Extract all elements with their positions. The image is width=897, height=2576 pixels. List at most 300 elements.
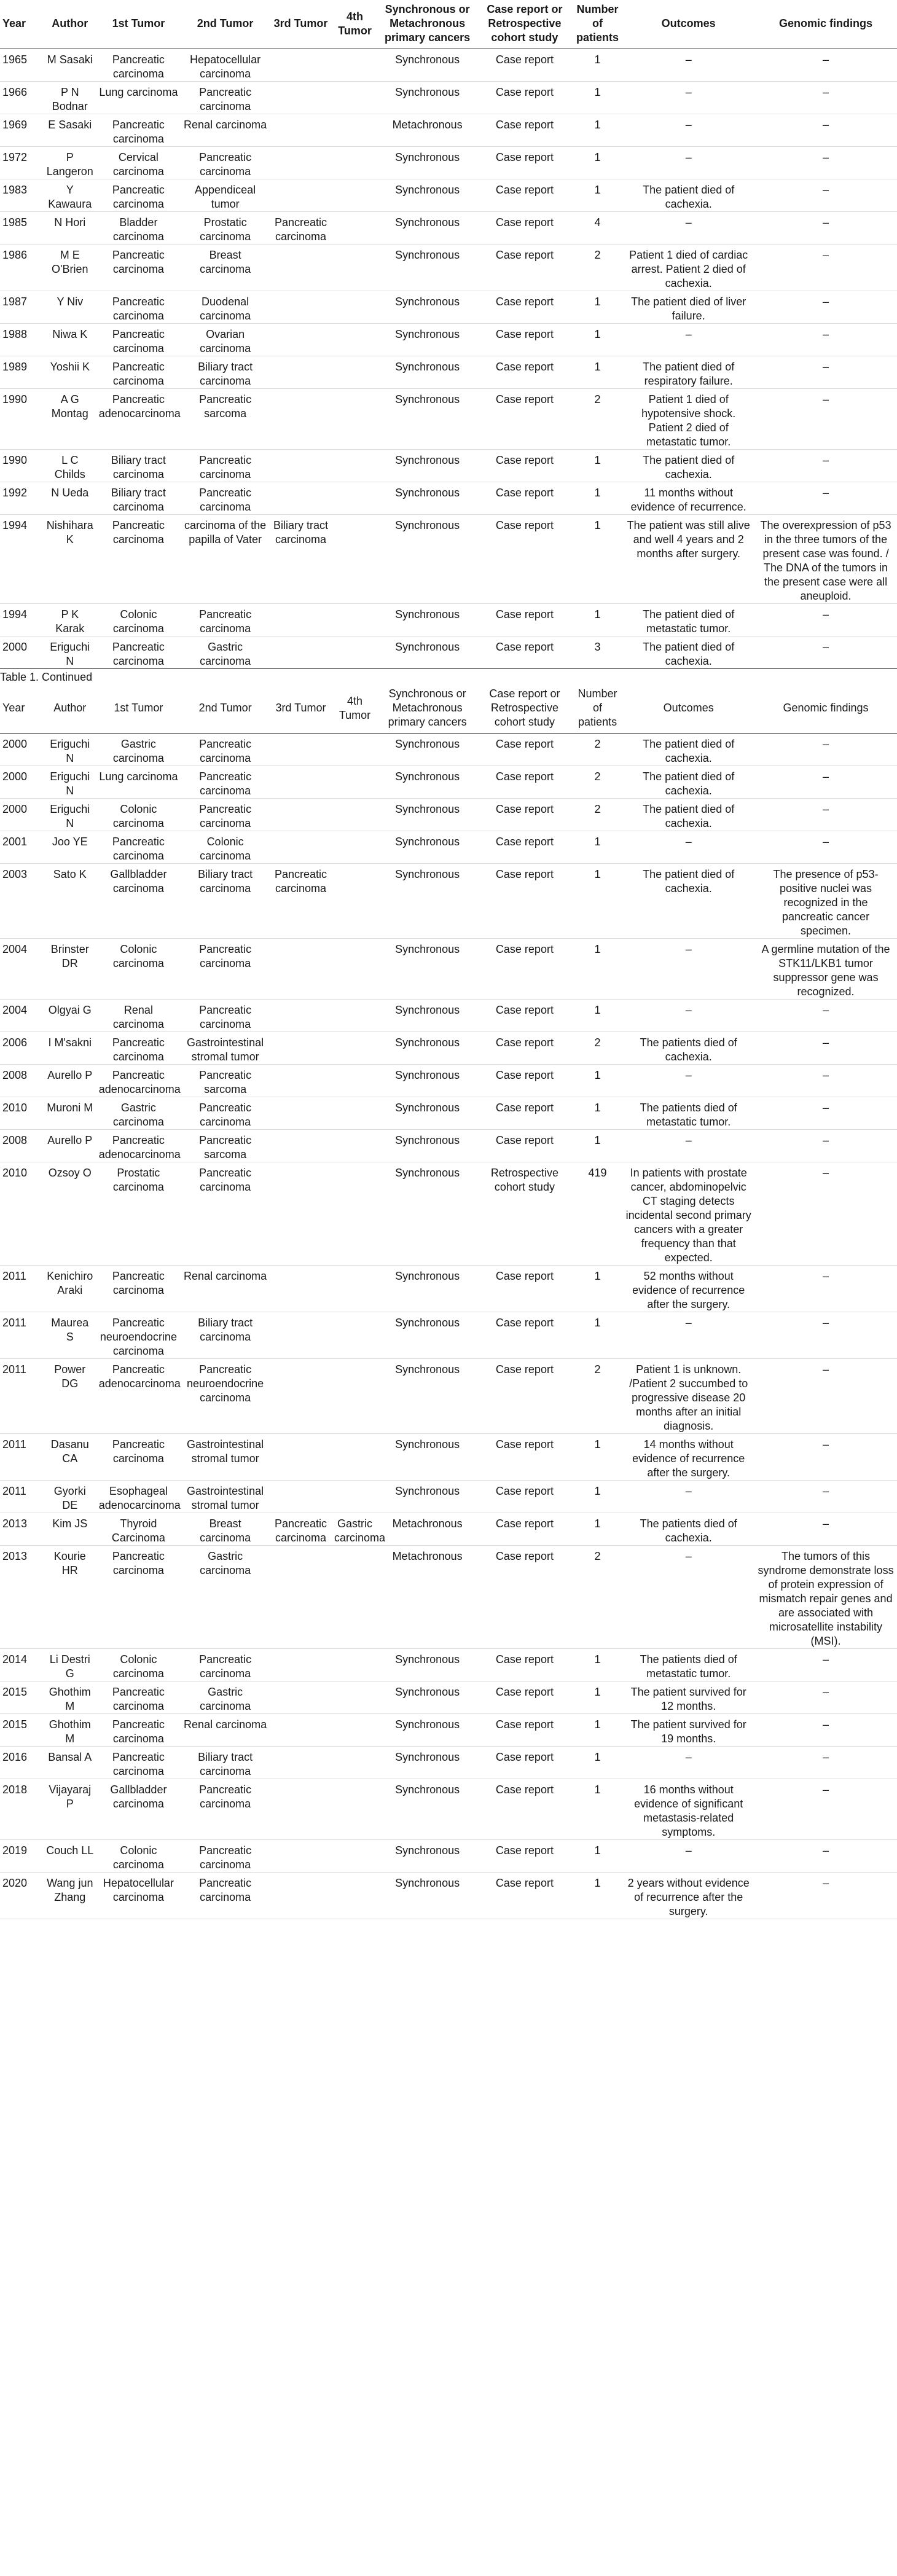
cell-fourth-tumor: [332, 291, 378, 324]
table-row: [0, 1434, 897, 1481]
cell-year: 2004: [2, 943, 28, 955]
cell-author: Li Destri G: [49, 1653, 90, 1680]
cell-third-tumor: [270, 1840, 332, 1873]
cell-num-patients: 1: [594, 836, 601, 848]
cell-outcomes: 11 months without evidence of recurrence.: [630, 487, 746, 513]
cell-outcomes: The patient died of cachexia.: [643, 770, 735, 797]
cell-outcomes: The patients died of metastatic tumor.: [640, 1102, 737, 1128]
cell-third-tumor: [270, 799, 332, 831]
cell-second-tumor: Pancreatic carcinoma: [199, 803, 252, 829]
cell-third-tumor: [270, 1065, 332, 1097]
cell-first-tumor: Pancreatic carcinoma: [112, 836, 165, 862]
cell-genomic-findings: –: [823, 770, 829, 783]
cell-second-tumor: Pancreatic carcinoma: [199, 454, 252, 480]
cell-second-tumor: carcinoma of the papilla of Vater: [184, 519, 267, 546]
cell-fourth-tumor: [332, 245, 378, 291]
cell-author: Ozsoy O: [48, 1167, 92, 1179]
cell-num-patients: 1: [594, 1751, 601, 1763]
cell-sync-metachronous: Synchronous: [395, 454, 460, 466]
cell-fourth-tumor: [332, 179, 378, 212]
table-row: [0, 1359, 897, 1434]
cell-sync-metachronous: Synchronous: [395, 86, 460, 98]
cell-third-tumor: [270, 1266, 332, 1312]
cell-third-tumor: [270, 1097, 332, 1130]
header-study-type: Case report or Retrospective cohort study: [487, 3, 563, 44]
cell-fourth-tumor: [332, 1032, 378, 1065]
cell-genomic-findings: –: [823, 151, 829, 163]
cell-study-type: Case report: [495, 454, 554, 466]
cell-sync-metachronous: Synchronous: [395, 836, 460, 848]
cell-study-type: Case report: [495, 86, 554, 98]
cell-num-patients: 1: [594, 1134, 601, 1146]
cell-first-tumor: Pancreatic adenocarcinoma: [98, 1134, 181, 1161]
cell-num-patients: 1: [594, 519, 601, 531]
cell-author: Eriguchi N: [50, 738, 90, 764]
cell-genomic-findings: –: [823, 454, 829, 466]
cell-num-patients: 2: [594, 1550, 601, 1562]
cell-second-tumor: Renal carcinoma: [184, 1718, 267, 1731]
cell-genomic-findings: –: [823, 1004, 829, 1016]
cell-third-tumor: [270, 1681, 332, 1714]
cell-second-tumor: Pancreatic carcinoma: [199, 1877, 252, 1903]
cell-fourth-tumor: [332, 482, 378, 515]
cell-outcomes: The patient died of liver failure.: [631, 296, 746, 322]
table-row: [0, 82, 897, 114]
cell-num-patients: 1: [594, 1653, 601, 1666]
cell-genomic-findings: –: [823, 393, 829, 405]
cell-third-tumor: [270, 291, 332, 324]
cell-sync-metachronous: Synchronous: [395, 249, 460, 261]
cell-num-patients: 1: [594, 943, 601, 955]
cell-author: Ghothim M: [49, 1686, 91, 1712]
cell-genomic-findings: –: [823, 1751, 829, 1763]
cell-first-tumor: Pancreatic carcinoma: [112, 519, 165, 546]
table-row: [0, 212, 897, 245]
cell-genomic-findings: –: [823, 53, 829, 66]
cell-study-type: Case report: [495, 1844, 554, 1857]
cell-outcomes: The patient died of cachexia.: [643, 868, 735, 895]
cell-year: 2011: [2, 1485, 26, 1497]
cell-study-type: Case report: [495, 184, 554, 196]
cell-first-tumor: Pancreatic neuroendocrine carcinoma: [100, 1317, 177, 1357]
cell-author: Eriguchi N: [50, 803, 90, 829]
cell-first-tumor: Pancreatic adenocarcinoma: [98, 1069, 181, 1095]
cell-outcomes: 14 months without evidence of recurrence after the surgery.: [632, 1438, 745, 1479]
cell-third-tumor: [270, 1546, 332, 1649]
cell-author: Power DG: [54, 1363, 86, 1390]
cell-num-patients: 1: [594, 1485, 601, 1497]
header-year: Year: [2, 702, 25, 714]
cell-second-tumor: Pancreatic carcinoma: [199, 1102, 252, 1128]
cell-fourth-tumor: [332, 114, 378, 147]
cell-genomic-findings: –: [823, 1036, 829, 1049]
header-second-tumor: 2nd Tumor: [198, 702, 252, 714]
cell-third-tumor: [270, 604, 332, 636]
cell-fourth-tumor: [332, 324, 378, 356]
cell-year: 2011: [2, 1270, 26, 1282]
cell-sync-metachronous: Synchronous: [395, 1844, 460, 1857]
cell-study-type: Case report: [495, 803, 554, 815]
cell-study-type: Case report: [495, 868, 554, 880]
cell-sync-metachronous: Synchronous: [395, 1653, 460, 1666]
table-row: [0, 1747, 897, 1779]
cell-year: 1983: [2, 184, 28, 196]
cell-author: Wang jun Zhang: [47, 1877, 93, 1903]
header-second-tumor: 2nd Tumor: [197, 17, 254, 29]
cell-sync-metachronous: Synchronous: [395, 608, 460, 621]
cell-num-patients: 2: [594, 1363, 601, 1376]
cell-genomic-findings: –: [823, 249, 829, 261]
cell-third-tumor: [270, 147, 332, 179]
table-row: [0, 1130, 897, 1162]
cell-first-tumor: Renal carcinoma: [112, 1004, 164, 1030]
cell-year: 2000: [2, 803, 28, 815]
cell-year: 2010: [2, 1167, 28, 1179]
header-author: Author: [53, 702, 87, 714]
table-row: [0, 1840, 897, 1873]
cell-third-tumor: [270, 1747, 332, 1779]
cell-fourth-tumor: [332, 1873, 378, 1919]
cell-second-tumor: Prostatic carcinoma: [200, 216, 251, 243]
cell-third-tumor: [270, 1434, 332, 1481]
cell-outcomes: –: [685, 1317, 692, 1329]
cell-author: Kenichiro Araki: [47, 1270, 93, 1296]
cell-third-tumor: [270, 49, 332, 82]
cell-study-type: Case report: [495, 1069, 554, 1081]
cell-study-type: Case report: [495, 1004, 554, 1016]
cell-author: I M'sakni: [48, 1036, 92, 1049]
cell-fourth-tumor: [332, 1162, 378, 1266]
cell-num-patients: 1: [594, 1102, 601, 1114]
table-row: [0, 1481, 897, 1513]
header-num-patients: Number of patients: [578, 687, 617, 728]
cell-year: 1965: [2, 53, 28, 66]
cell-genomic-findings: –: [823, 361, 829, 373]
cell-year: 2013: [2, 1517, 28, 1530]
cell-outcomes: The patients died of metastatic tumor.: [640, 1653, 737, 1680]
cell-year: 2015: [2, 1686, 28, 1698]
cell-study-type: Case report: [495, 1751, 554, 1763]
table-row: [0, 245, 897, 291]
cell-study-type: Case report: [495, 1686, 554, 1698]
cell-year: 1972: [2, 151, 28, 163]
cell-first-tumor: Biliary tract carcinoma: [111, 487, 166, 513]
cell-fourth-tumor: [332, 212, 378, 245]
cell-year: 1994: [2, 608, 28, 621]
cell-first-tumor: Pancreatic carcinoma: [112, 53, 165, 80]
table-row: [0, 1779, 897, 1840]
cell-fourth-tumor: [332, 1840, 378, 1873]
table-row: [0, 324, 897, 356]
cell-author: Sato K: [53, 868, 87, 880]
cell-second-tumor: Breast carcinoma: [200, 1517, 251, 1544]
cell-genomic-findings: The overexpression of p53 in the three tumors of the present case was found. / The DNA of the tumors in the present case were all aneuploid.: [760, 519, 891, 602]
cell-author: Vijayaraj P: [49, 1783, 92, 1810]
cell-study-type: Case report: [495, 836, 554, 848]
cell-outcomes: The patient died of respiratory failure.: [643, 361, 735, 387]
cell-outcomes: The patient survived for 19 months.: [630, 1718, 746, 1745]
cell-first-tumor: Pancreatic carcinoma: [112, 1438, 165, 1465]
cell-genomic-findings: –: [823, 836, 829, 848]
cell-second-tumor: Pancreatic neuroendocrine carcinoma: [187, 1363, 264, 1404]
header-fourth-tumor: 4th Tumor: [338, 10, 372, 37]
cell-second-tumor: Colonic carcinoma: [200, 836, 251, 862]
cell-study-type: Case report: [495, 641, 554, 653]
header-first-tumor: 1st Tumor: [112, 17, 165, 29]
cell-third-tumor: [270, 356, 332, 389]
table-row: [0, 356, 897, 389]
cell-fourth-tumor: [332, 766, 378, 799]
cell-third-tumor: Pancreatic carcinoma: [274, 216, 327, 243]
cell-author: Gyorki DE: [53, 1485, 86, 1511]
cell-outcomes: The patient died of cachexia.: [643, 641, 735, 667]
cell-num-patients: 1: [594, 1844, 601, 1857]
cell-fourth-tumor: [332, 1130, 378, 1162]
cell-study-type: Case report: [495, 608, 554, 621]
cell-fourth-tumor: [332, 1779, 378, 1840]
cell-fourth-tumor: [332, 389, 378, 450]
cell-first-tumor: Pancreatic carcinoma: [112, 1686, 165, 1712]
cell-year: 2000: [2, 738, 28, 750]
table-row: [0, 1546, 897, 1649]
cell-outcomes: The patient was still alive and well 4 years and 2 months after surgery.: [627, 519, 750, 560]
cell-second-tumor: Pancreatic carcinoma: [199, 487, 252, 513]
cell-first-tumor: Colonic carcinoma: [112, 1844, 164, 1871]
cell-second-tumor: Gastric carcinoma: [200, 641, 251, 667]
cell-genomic-findings: –: [823, 1844, 829, 1857]
header-genomic-findings: Genomic findings: [779, 17, 873, 29]
cell-genomic-findings: A germline mutation of the STK11/LKB1 tumor suppressor gene was recognized.: [761, 943, 890, 998]
table-row: [0, 1513, 897, 1546]
table-row: [0, 1065, 897, 1097]
cell-first-tumor: Pancreatic adenocarcinoma: [98, 1363, 181, 1390]
cell-genomic-findings: –: [823, 608, 829, 621]
cell-num-patients: 1: [594, 1517, 601, 1530]
table-row: [0, 636, 897, 669]
cell-author: Y Niv: [57, 296, 84, 308]
cell-outcomes: –: [685, 151, 692, 163]
cell-third-tumor: [270, 450, 332, 482]
cell-year: 2011: [2, 1363, 26, 1376]
table-row: [0, 291, 897, 324]
cell-outcomes: In patients with prostate cancer, abdominopelvic CT staging detects incidental second primary cancers with a greater frequency than that expected.: [625, 1167, 751, 1264]
cell-sync-metachronous: Synchronous: [395, 328, 460, 340]
cell-sync-metachronous: Synchronous: [395, 1004, 460, 1016]
cell-sync-metachronous: Synchronous: [395, 184, 460, 196]
cell-genomic-findings: –: [823, 1485, 829, 1497]
cell-fourth-tumor: Gastric carcinoma: [334, 1517, 385, 1544]
cell-num-patients: 2: [594, 803, 601, 815]
cell-sync-metachronous: Synchronous: [395, 1036, 460, 1049]
cell-fourth-tumor: [332, 1000, 378, 1032]
cell-study-type: Case report: [495, 1036, 554, 1049]
cell-third-tumor: [270, 1714, 332, 1747]
cell-sync-metachronous: Synchronous: [395, 151, 460, 163]
cell-year: 1992: [2, 487, 28, 499]
cell-third-tumor: Pancreatic carcinoma: [274, 868, 327, 895]
cell-second-tumor: Appendiceal tumor: [195, 184, 256, 210]
cell-outcomes: –: [685, 1069, 692, 1081]
cell-fourth-tumor: [332, 1266, 378, 1312]
cell-year: 2003: [2, 868, 28, 880]
cell-first-tumor: Colonic carcinoma: [112, 943, 164, 969]
cell-fourth-tumor: [332, 864, 378, 939]
cell-year: 1985: [2, 216, 28, 229]
cell-third-tumor: [270, 389, 332, 450]
cell-first-tumor: Lung carcinoma: [99, 770, 178, 783]
cell-genomic-findings: –: [823, 803, 829, 815]
cell-outcomes: The patient died of metastatic tumor.: [643, 608, 735, 635]
cell-study-type: Case report: [495, 1517, 554, 1530]
cell-num-patients: 1: [594, 1438, 601, 1450]
cell-first-tumor: Prostatic carcinoma: [112, 1167, 164, 1193]
cell-year: 2011: [2, 1317, 26, 1329]
cell-genomic-findings: –: [823, 487, 829, 499]
cell-num-patients: 1: [594, 361, 601, 373]
cell-num-patients: 2: [594, 738, 601, 750]
cell-sync-metachronous: Synchronous: [395, 1438, 460, 1450]
cell-study-type: Retrospective cohort study: [490, 1167, 558, 1193]
table-row: [0, 939, 897, 1000]
cell-study-type: Case report: [495, 216, 554, 229]
cell-outcomes: Patient 1 is unknown. /Patient 2 succumbed to progressive disease 20 months after an initial diagnosis.: [629, 1363, 748, 1432]
cell-genomic-findings: –: [823, 1270, 829, 1282]
header-genomic-findings: Genomic findings: [783, 702, 869, 714]
cell-sync-metachronous: Synchronous: [395, 216, 460, 229]
cell-study-type: Case report: [495, 770, 554, 783]
cell-genomic-findings: –: [823, 1517, 829, 1530]
table-row: [0, 1873, 897, 1919]
cell-first-tumor: Pancreatic carcinoma: [112, 641, 165, 667]
cell-fourth-tumor: [332, 515, 378, 604]
table-row: [0, 1312, 897, 1359]
cell-third-tumor: [270, 939, 332, 1000]
cell-sync-metachronous: Metachronous: [392, 119, 463, 131]
cell-study-type: Case report: [495, 1550, 554, 1562]
cell-second-tumor: Biliary tract carcinoma: [198, 1751, 253, 1777]
cell-genomic-findings: –: [823, 1167, 829, 1179]
cell-third-tumor: [270, 82, 332, 114]
cell-author: M E O'Brien: [52, 249, 88, 275]
cell-third-tumor: [270, 831, 332, 864]
header-fourth-tumor: 4th Tumor: [339, 694, 371, 721]
cell-study-type: Case report: [495, 249, 554, 261]
cell-second-tumor: Biliary tract carcinoma: [198, 361, 253, 387]
cell-outcomes: 16 months without evidence of significant metastasis-related symptoms.: [634, 1783, 743, 1838]
cell-third-tumor: Pancreatic carcinoma: [274, 1517, 327, 1544]
cell-second-tumor: Gastrointestinal stromal tumor: [187, 1036, 264, 1063]
table-row: [0, 179, 897, 212]
cell-genomic-findings: –: [823, 1317, 829, 1329]
cell-sync-metachronous: Synchronous: [395, 361, 460, 373]
cell-third-tumor: [270, 1873, 332, 1919]
cell-fourth-tumor: [332, 1649, 378, 1681]
cell-first-tumor: Pancreatic adenocarcinoma: [98, 393, 181, 420]
cell-second-tumor: Pancreatic carcinoma: [199, 151, 252, 178]
cell-second-tumor: Pancreatic carcinoma: [199, 1167, 252, 1193]
cell-first-tumor: Bladder carcinoma: [112, 216, 164, 243]
cell-outcomes: Patient 1 died of hypotensive shock. Patient 2 died of metastatic tumor.: [641, 393, 736, 448]
cell-second-tumor: Pancreatic carcinoma: [199, 943, 252, 969]
header-sync-metachronous: Synchronous or Metachronous primary cancers: [385, 3, 471, 44]
cell-second-tumor: Pancreatic sarcoma: [199, 393, 252, 420]
cell-genomic-findings: –: [823, 1102, 829, 1114]
cell-outcomes: The patients died of cachexia.: [640, 1036, 737, 1063]
table-row: [0, 1097, 897, 1130]
cell-genomic-findings: –: [823, 1363, 829, 1376]
cell-third-tumor: [270, 482, 332, 515]
cell-author: P K Karak: [55, 608, 85, 635]
cell-fourth-tumor: [332, 636, 378, 669]
cell-num-patients: 1: [594, 184, 601, 196]
cell-first-tumor: Pancreatic carcinoma: [112, 1270, 165, 1296]
cell-num-patients: 2: [594, 249, 601, 261]
cell-first-tumor: Pancreatic carcinoma: [112, 1751, 165, 1777]
table-row: [0, 389, 897, 450]
cell-genomic-findings: The presence of p53-positive nuclei was recognized in the pancreatic cancer specimen.: [773, 868, 879, 937]
cell-third-tumor: [270, 1312, 332, 1359]
cell-third-tumor: [270, 245, 332, 291]
cell-year: 2020: [2, 1877, 28, 1889]
cell-first-tumor: Gastric carcinoma: [112, 738, 164, 764]
cell-year: 2011: [2, 1438, 26, 1450]
table-row: [0, 1000, 897, 1032]
table-row: [0, 1266, 897, 1312]
cell-author: Brinster DR: [50, 943, 89, 969]
cell-study-type: Case report: [495, 1877, 554, 1889]
table-header-row: [0, 0, 897, 49]
table-row: [0, 1032, 897, 1065]
cell-genomic-findings: –: [823, 216, 829, 229]
cell-sync-metachronous: Synchronous: [395, 1317, 460, 1329]
cell-num-patients: 1: [594, 151, 601, 163]
cell-author: E Sasaki: [48, 119, 92, 131]
cell-first-tumor: Colonic carcinoma: [112, 803, 164, 829]
cell-year: 2015: [2, 1718, 28, 1731]
header-outcomes: Outcomes: [663, 702, 714, 714]
cell-sync-metachronous: Synchronous: [395, 1069, 460, 1081]
cell-third-tumor: [270, 766, 332, 799]
cell-third-tumor: [270, 324, 332, 356]
cell-author: Aurello P: [47, 1069, 93, 1081]
continued-caption: Table 1. Continued: [0, 669, 897, 685]
cell-year: 2014: [2, 1653, 28, 1666]
cell-author: Aurello P: [47, 1134, 93, 1146]
cell-year: 1989: [2, 361, 28, 373]
cell-num-patients: 1: [594, 328, 601, 340]
cell-author: Eriguchi N: [50, 770, 90, 797]
cell-outcomes: –: [685, 1550, 692, 1562]
cell-author: Kourie HR: [53, 1550, 86, 1576]
cell-author: Joo YE: [52, 836, 88, 848]
cell-first-tumor: Pancreatic carcinoma: [112, 328, 165, 354]
cell-first-tumor: Pancreatic carcinoma: [112, 296, 165, 322]
cell-study-type: Case report: [495, 151, 554, 163]
cell-genomic-findings: –: [823, 738, 829, 750]
cell-num-patients: 1: [594, 1317, 601, 1329]
cell-genomic-findings: –: [823, 1653, 829, 1666]
cell-sync-metachronous: Synchronous: [395, 641, 460, 653]
cell-author: Olgyai G: [48, 1004, 92, 1016]
table-row: [0, 734, 897, 766]
cell-sync-metachronous: Synchronous: [395, 943, 460, 955]
cell-year: 2008: [2, 1069, 28, 1081]
cell-genomic-findings: –: [823, 328, 829, 340]
cell-year: 2013: [2, 1550, 28, 1562]
cell-fourth-tumor: [332, 939, 378, 1000]
cell-sync-metachronous: Synchronous: [395, 770, 460, 783]
cell-sync-metachronous: Synchronous: [395, 1877, 460, 1889]
